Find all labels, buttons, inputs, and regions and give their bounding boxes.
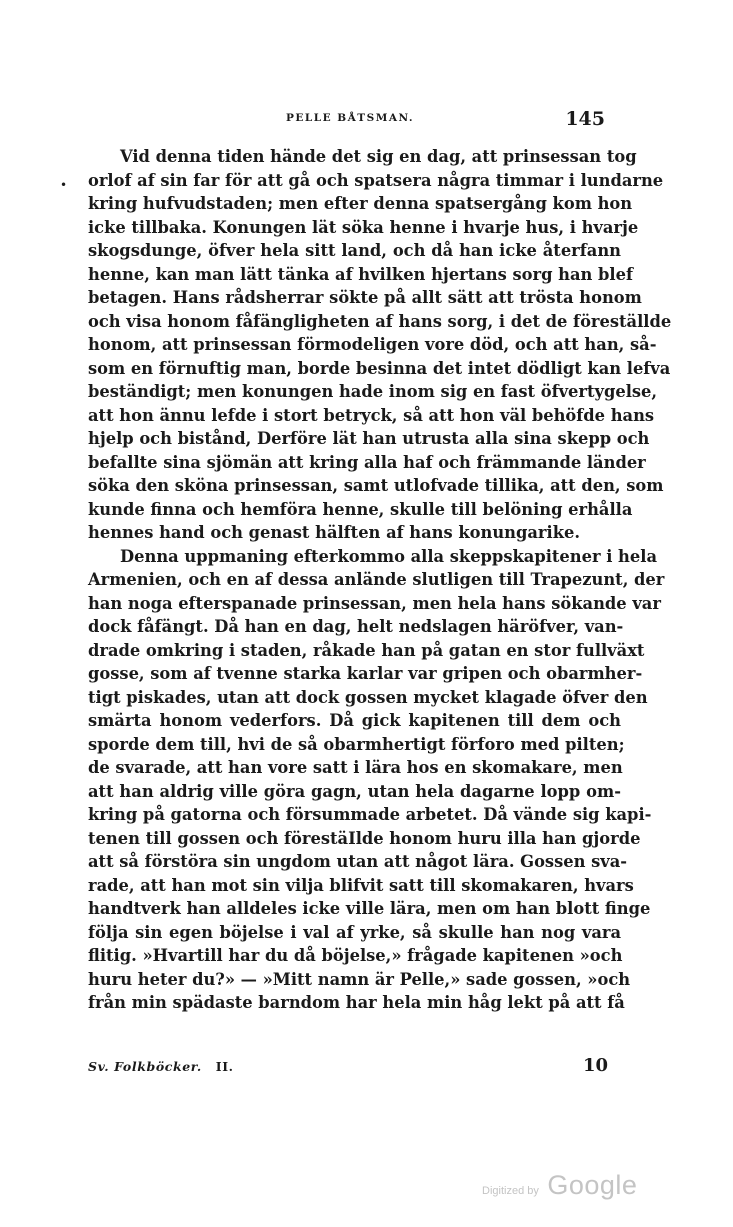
watermark-prefix: Digitized by	[482, 1185, 539, 1197]
body-text	[88, 145, 672, 1015]
sheet-number: 10	[582, 1055, 608, 1076]
running-title: PELLE BÅTSMAN.	[285, 112, 415, 124]
text-line: att så förstöra sin ungdom utan att något lära. Gossen sva-	[88, 852, 628, 871]
text-line: att han aldrig ville göra gagn, utan hela dagarne lopp om-	[88, 781, 621, 801]
text-line: tenen till gossen och förestäIlde honom huru illa han gjorde	[88, 828, 641, 848]
text-line: icke tillbaka. Konungen lät söka henne i hvarje hus, i hvarje	[88, 217, 639, 237]
text-line: och visa honom fåfängligheten af hans sorg, i det de föreställde	[88, 311, 672, 331]
text-line: som en förnuftig man, borde besinna det intet dödligt kan lefva	[88, 358, 671, 378]
text-line: drade omkring i staden, råkade han på gatan en stor fullväxt	[88, 640, 645, 660]
text-line: sporde dem till, hvi de så obarmhertigt förforo med pilten;	[88, 734, 625, 754]
google-logo: Google	[547, 1170, 638, 1200]
text-line: dock fåfängt. Då han en dag, helt nedslagen häröfver, van-	[88, 617, 624, 636]
text-line: följa sin egen böjelse i val af yrke, så skulle han nog vara	[88, 922, 621, 942]
signature-volume: II.	[215, 1059, 234, 1074]
text-line: kunde finna och hemföra henne, skulle till belöning erhålla	[88, 499, 633, 519]
text-line: huru heter du?» — »Mitt namn är Pelle,» sade gossen, »och	[88, 969, 631, 989]
text-line: kring hufvudstaden; men efter denna spatsergång kom hon	[88, 194, 633, 213]
running-head	[95, 108, 605, 134]
digitized-watermark	[482, 1170, 637, 1201]
text-line: från min spädaste barndom har hela min håg lekt på att få	[88, 993, 625, 1012]
text-line: Vid denna tiden hände det sig en dag, att prinsessan tog	[120, 147, 637, 166]
text-line: flitig. »Hvartill har du då böjelse,» frågade kapitenen »och	[88, 946, 623, 965]
text-line: han noga efterspanade prinsessan, men hela hans sökande var	[88, 593, 661, 613]
page-footer	[88, 1055, 608, 1079]
text-line: kring på gatorna och försummade arbetet. Då vände sig kapi-	[88, 805, 652, 824]
text-line: henne, kan man lätt tänka af hvilken hjertans sorg han blef	[88, 264, 633, 284]
text-line: Armenien, och en af dessa anlände slutligen till Trapezunt, der	[88, 570, 665, 589]
text-line: befallte sina sjömän att kring alla haf och främmande länder	[88, 452, 646, 472]
text-line: tigt piskades, utan att dock gossen mycket klagade öfver den	[88, 687, 648, 707]
text-line: orlof af sin far för att gå och spatsera några timmar i lundarne	[88, 170, 664, 190]
text-line: rade, att han mot sin vilja blifvit satt till skomakaren, hvars	[88, 875, 634, 895]
text-line: smärta honom vederfors. Då gick kapitenen till dem och	[88, 711, 621, 730]
page-number: 145	[565, 108, 605, 130]
text-line: betagen. Hans rådsherrar sökte på allt sätt att trösta honom	[88, 288, 642, 307]
text-line: att hon ännu lefde i stort betryck, så att hon väl behöfde hans	[88, 405, 655, 425]
text-line: handtverk han alldeles icke ville lära, men om han blott finge	[88, 899, 651, 918]
text-line: gosse, som af tvenne starka karlar var gripen och obarmher-	[88, 664, 643, 683]
text-line: söka den sköna prinsessan, samt utlofvade tillika, att den, som	[88, 476, 664, 495]
text-line: honom, att prinsessan förmodeligen vore död, och att han, så-	[88, 335, 657, 354]
margin-mark: •	[60, 178, 68, 192]
text-line: hennes hand och genast hälften af hans konungarike.	[88, 523, 580, 542]
signature-title: Sv. Folkböcker.	[88, 1059, 202, 1074]
text-line: beständigt; men konungen hade inom sig en fast öfvertygelse,	[88, 382, 658, 401]
text-line: skogsdunge, öfver hela sitt land, och då han icke återfann	[88, 241, 621, 260]
text-line: de svarade, att han vore satt i lära hos en skomakare, men	[88, 758, 623, 777]
text-line: Denna uppmaning efterkommo alla skeppskapitener i hela	[120, 546, 657, 566]
signature-mark	[88, 1059, 234, 1074]
text-line: hjelp och bistånd, Derföre lät han utrusta alla sina skepp och	[88, 429, 650, 448]
